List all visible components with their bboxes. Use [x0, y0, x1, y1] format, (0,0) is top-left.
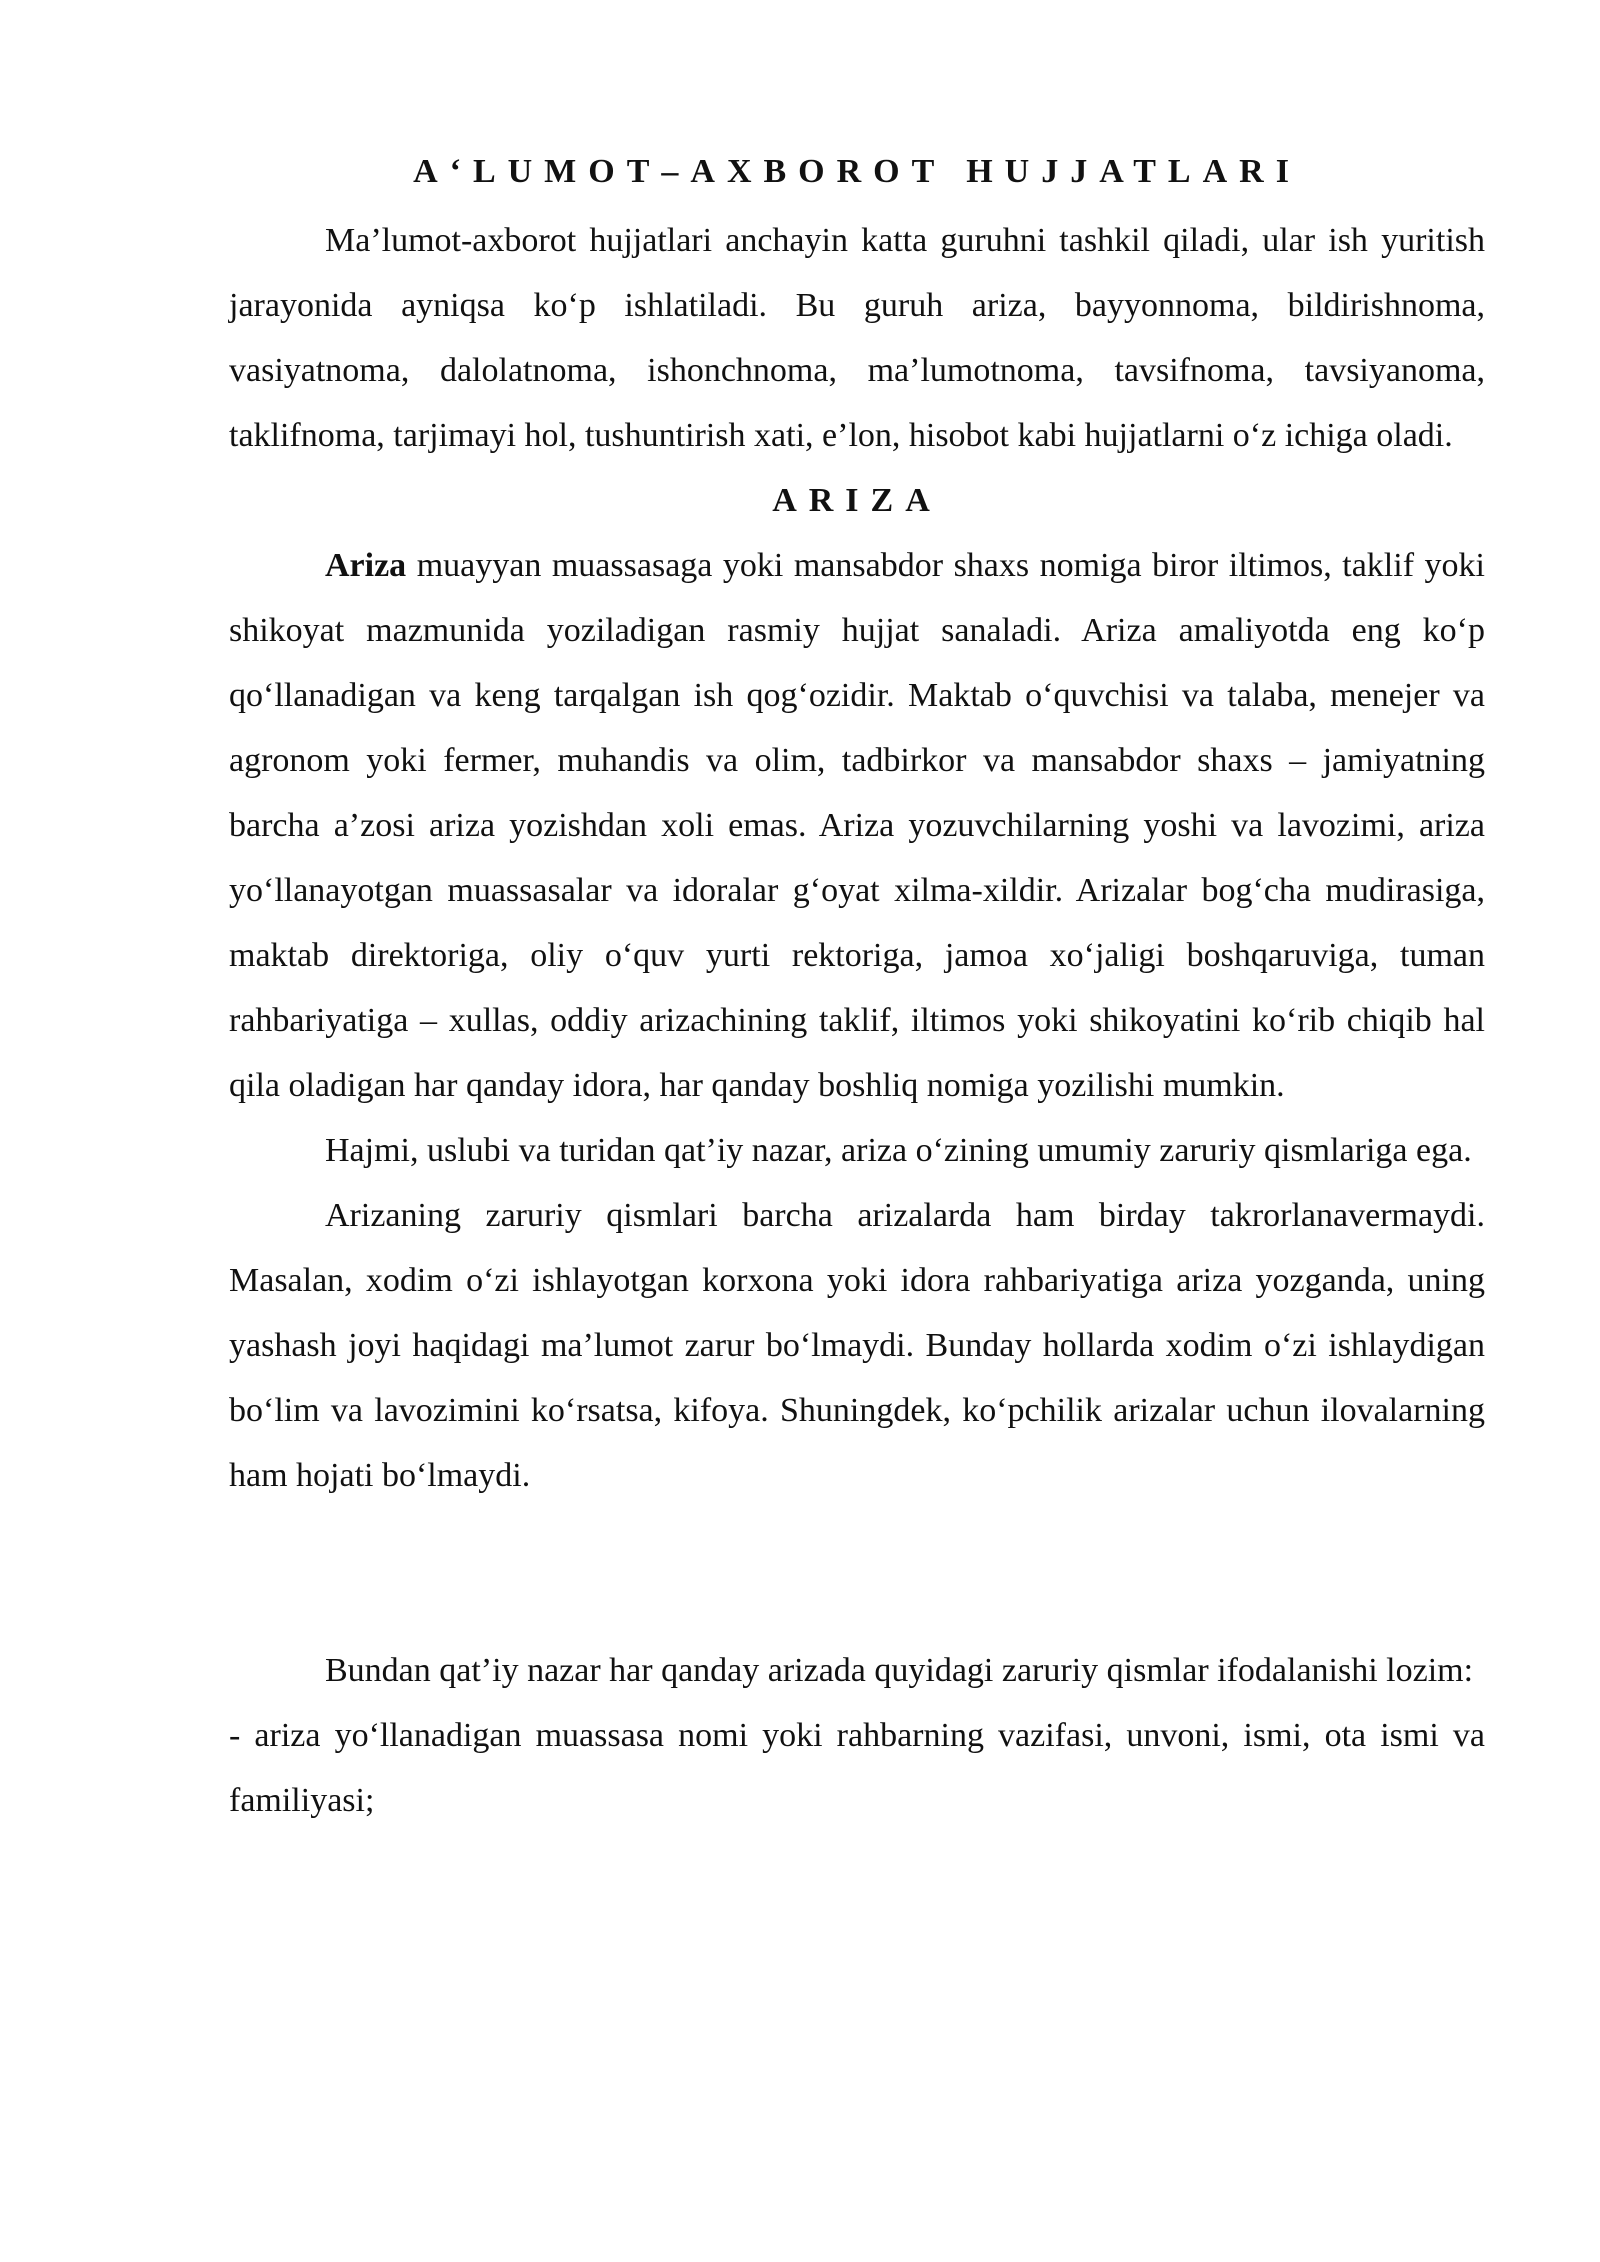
definition-paragraph [229, 533, 1485, 1118]
intro-paragraph: Ma’lumot-axborot hujjatlari anchayin katta guruhni tashkil qiladi, ular ish yuritish jarayonida ayniqsa ko‘p ishlatiladi. Bu guruh ariza, bayyonnoma, bildirishnoma, vasiyatnoma, dalolatnoma, ishonchnoma, ma’lumotnoma, tavsifnoma, tavsiyanoma, taklifnoma, tarjimayi hol, tushuntirish xati, e’lon, hisobot kabi hujjatlarni o‘z ichiga oladi. [229, 222, 1485, 454]
definition-text: muayyan muassasaga yoki mansabdor shaxs nomiga biror iltimos, taklif yoki shikoyat mazmunida yoziladigan rasmiy hujjat sanaladi. Ariza amaliyotda eng ko‘p qo‘llanadigan va keng tarqalgan ish qog‘ozidir. Maktab o‘quvchisi va talaba, menejer va agronom yoki fermer, muhandis va olim, tadbirkor va mansabdor shaxs – jamiyatning barcha a’zosi ariza yozishdan xoli emas. Ariza yozuvchilarning yoshi va lavozimi, ariza yo‘llanayotgan muassasalar va idoralar g‘oyat xilma-xildir. Arizalar bog‘cha mudirasiga, maktab direktoriga, oliy o‘quv yurti rektoriga, jamoa xo‘jaligi boshqaruviga, tuman rahbariyatiga – xullas, oddiy arizachining taklif, iltimos yoki shikoyatini ko‘rib chiqib hal qila oladigan har qanday idora, har qanday boshliq nomiga yozilishi mumkin. [229, 547, 1485, 1104]
list-intro-paragraph: Bundan qat’iy nazar har qanday arizada quyidagi zaruriy qismlar ifodalanishi lozim: [325, 1652, 1474, 1689]
blank-space [229, 1508, 1485, 1638]
required-parts-paragraph: Arizaning zaruriy qismlari barcha arizalarda ham birday takrorlanavermaydi. Masalan, xodim o‘zi ishlayotgan korxona yoki idora rahbariyatiga ariza yozganda, uning yashash joyi haqidagi ma’lumot zarur bo‘lmaydi. Bunday hollarda xodim o‘zi ishlaydigan bo‘lim va lavozimini ko‘rsatsa, kifoya. Shuningdek, ko‘pchilik arizalar uchun ilovalarning ham hojati bo‘lmaydi. [229, 1197, 1485, 1494]
parts-paragraph: Hajmi, uslubi va turidan qat’iy nazar, ariza o‘zining umumiy zaruriy qismlariga ega. [325, 1132, 1472, 1169]
section-heading: ARIZA [772, 482, 942, 519]
term-ariza: Ariza [325, 547, 407, 584]
document-title: A‘LUMOT–AXBOROT HUJJATLARI [413, 153, 1301, 190]
list-item: - ariza yo‘llanadigan muassasa nomi yoki rahbarning vazifasi, unvoni, ismi, ota ismi va familiyasi; [229, 1717, 1485, 1819]
document-body [229, 150, 1485, 1833]
